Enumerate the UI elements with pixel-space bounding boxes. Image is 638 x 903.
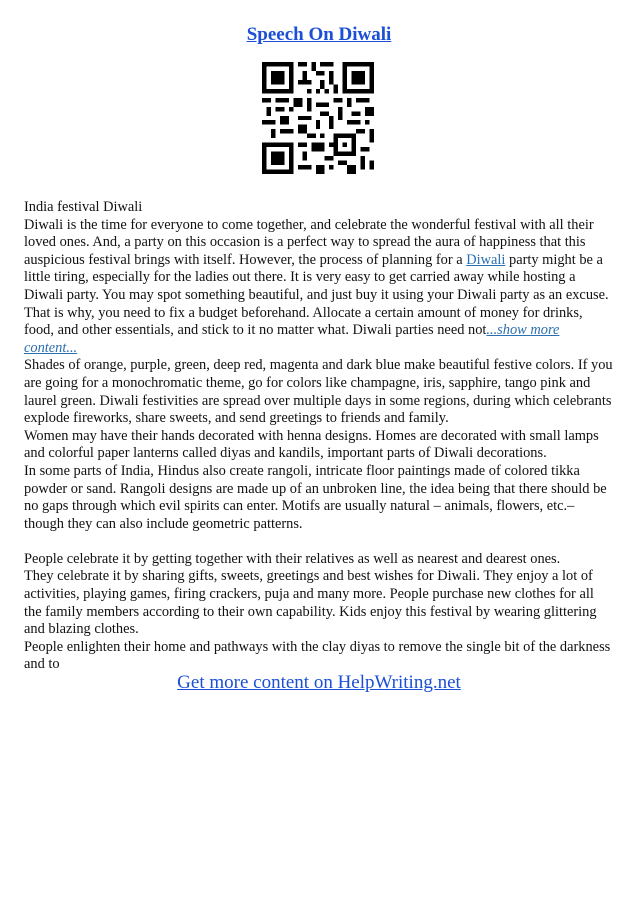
paragraph-7: People enlighten their home and pathways with the clay diyas to remove the single bit of the darkness and to (24, 638, 611, 673)
diwali-link[interactable]: Diwali (466, 251, 506, 268)
p1-text-before: Diwali is the time for everyone to come together, and celebrate the wonderful festival with all their loved ones. And, a party on this occasion is a perfect way to spread the aura of happiness that this auspicious festival brings with itself. However, the process of planning for a (24, 216, 594, 268)
paragraph-6: They celebrate it by sharing gifts, sweets, greetings and best wishes for Diwali. They enjoy a lot of activities, playing games, firing crackers, puja and many more. People purchase new clothes for all the family members according to their own capability. Kids enjoy this festival by wearing glittering and blazing clothes. (24, 568, 597, 638)
paragraph-5: People celebrate it by getting together with their relatives as well as nearest and dearest ones. (24, 550, 561, 567)
page-title[interactable]: Speech On Diwali (246, 24, 392, 45)
show-more-link[interactable]: ...show more content... (24, 322, 560, 356)
paragraph-4: In some parts of India, Hindus also create rangoli, intricate floor paintings made of colored tikka powder or sand. Rangoli designs are made up of an unbroken line, the idea being that there should be no gaps through which evil spirits can enter. Motifs are usually natural – animals, flowers, etc.– though they can also include geometric patterns. (24, 462, 607, 532)
get-more-content-link[interactable]: Get more content on HelpWriting.net (177, 672, 461, 693)
paragraph-3: Women may have their hands decorated with henna designs. Homes are decorated with small lamps and colorful paper lanterns called diyas and kandils, important parts of Diwali decorations. (24, 427, 599, 462)
document-body (24, 199, 614, 674)
p1-text-after: party might be a little tiring, especially for the ladies out there. It is very easy to get carried away while hosting a Diwali party. You may spot something beautiful, and just buy it using your Diwali party as an excuse. That is why, you need to fix a budget beforehand. Allocate a certain amount of money for drinks, food, and other essentials, and stick to it no matter what. Diwali parties need not (24, 251, 609, 339)
heading-line: India festival Diwali (24, 199, 143, 215)
qr-code-icon (262, 62, 374, 174)
paragraph-1 (24, 217, 614, 358)
paragraph-2: Shades of orange, purple, green, deep red, magenta and dark blue make beautiful festive colors. If you are going for a monochromatic theme, go for colors like champagne, iris, sapphire, tango pink and laurel green. Diwali festivities are spread over multiple days in some regions, during which celebrants explode fireworks, share sweets, and send greetings to friends and family. (24, 357, 613, 427)
